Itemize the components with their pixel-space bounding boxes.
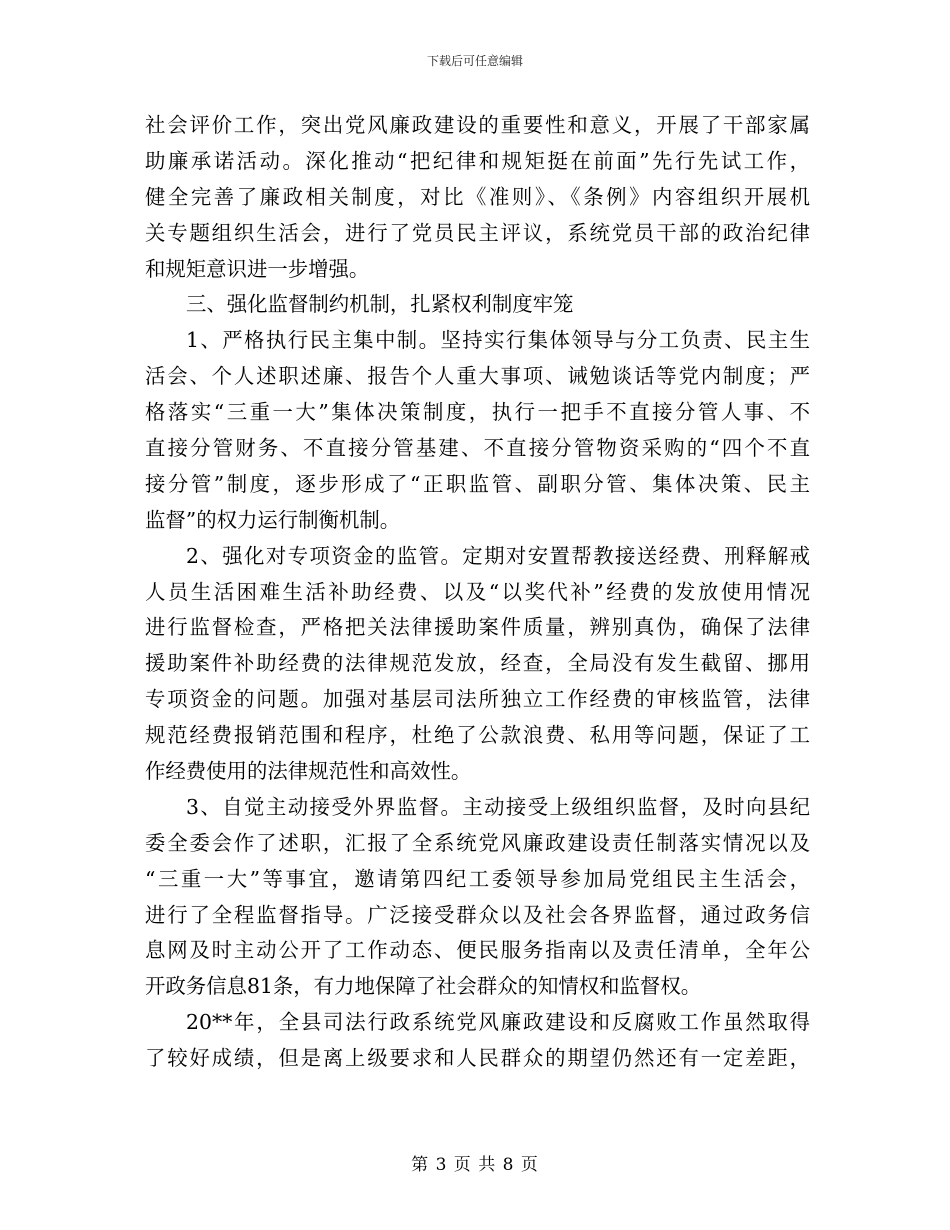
text-line: 息网及时主动公开了工作动态、便民服务指南以及责任清单，全年公	[145, 938, 810, 963]
text-line: 3、自觉主动接受外界监督。主动接受上级组织监督，及时向县纪	[186, 794, 810, 819]
text-line: 2、强化对专项资金的监管。定期对安置帮教接送经费、刑释解戒	[186, 543, 810, 568]
text-line: 活会、个人述职述廉、报告个人重大事项、诫勉谈话等党内制度；严	[145, 364, 810, 389]
text-line: 委全委会作了述职，汇报了全系统党风廉政建设责任制落实情况以及	[145, 830, 810, 855]
text-line: 专项资金的问题。加强对基层司法所独立工作经费的审核监管，法律	[145, 687, 810, 712]
text-line: 格落实“三重一大”集体决策制度，执行一把手不直接分管人事、不	[145, 400, 810, 425]
text-line: 助廉承诺活动。深化推动“把纪律和规矩挺在前面”先行先试工作，	[145, 148, 810, 173]
page-header: 下载后可任意编辑	[426, 54, 523, 68]
text-line: 作经费使用的法律规范性和高效性。	[145, 759, 472, 784]
text-line: 监督”的权力运行制衡机制。	[145, 507, 401, 532]
text-line: 社会评价工作，突出党风廉政建设的重要性和意义，开展了干部家属	[145, 113, 810, 137]
text-line: 了较好成绩，但是离上级要求和人民群众的期望仍然还有一定差距，	[145, 1046, 810, 1071]
text-line: 1、严格执行民主集中制。坚持实行集体领导与分工负责、民主生	[186, 328, 810, 353]
document-body	[145, 108, 810, 1077]
text-line: 直接分管财务、不直接分管基建、不直接分管物资采购的“四个不直	[145, 436, 810, 461]
page-number-footer: 第 3 页 共 8 页	[411, 1155, 539, 1175]
section-heading: 三、强化监督制约机制，扎紧权利制度牢笼	[186, 292, 574, 317]
text-line: 开政务信息81条，有力地保障了社会群众的知情权和监督权。	[145, 974, 702, 999]
text-line: 接分管”制度，逐步形成了“正职监管、副职分管、集体决策、民主	[145, 471, 810, 496]
text-line: 和规矩意识进一步增强。	[145, 256, 370, 281]
text-line: 健全完善了廉政相关制度，对比《准则》、《条例》内容组织开展机	[145, 184, 810, 209]
text-line: 援助案件补助经费的法律规范发放，经查，全局没有发生截留、挪用	[145, 651, 810, 676]
text-line: 规范经费报销范围和程序，杜绝了公款浪费、私用等问题，保证了工	[145, 723, 810, 748]
text-line: 人员生活困难生活补助经费、以及“以奖代补”经费的发放使用情况	[145, 579, 810, 604]
text-line: 进行了全程监督指导。广泛接受群众以及社会各界监督，通过政务信	[145, 902, 810, 927]
text-line: 进行监督检查，严格把关法律援助案件质量，辨别真伪，确保了法律	[145, 615, 810, 640]
text-line: 20**年，全县司法行政系统党风廉政建设和反腐败工作虽然取得	[186, 1010, 810, 1035]
text-line: 关专题组织生活会，进行了党员民主评议，系统党员干部的政治纪律	[145, 220, 810, 245]
text-line: “三重一大”等事宜，邀请第四纪工委领导参加局党组民主生活会，	[145, 866, 810, 891]
